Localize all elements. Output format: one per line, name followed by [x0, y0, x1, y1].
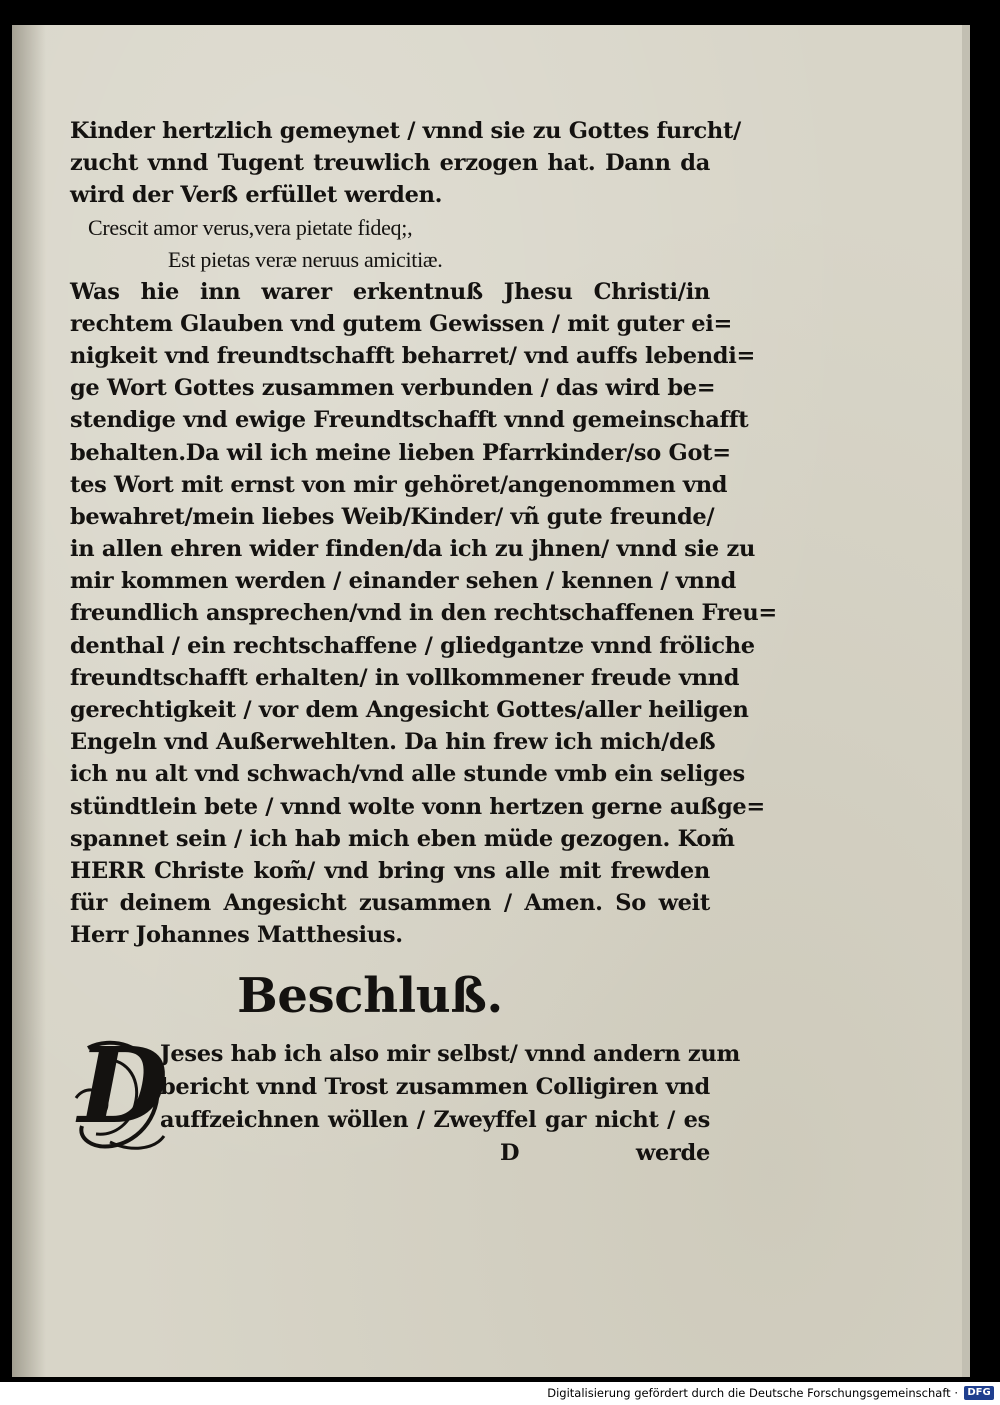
text-line: mir kommen werden / einander sehen / kennen / vnnd: [70, 568, 737, 595]
text-line: ich nu alt vnd schwach/vnd alle stunde vmb ein seliges: [70, 761, 745, 788]
latin-verse-line: Crescit amor verus,vera pietate fideq;,: [88, 214, 413, 240]
text-line: rechtem Glauben vnd gutem Gewissen / mit guter ei=: [70, 310, 733, 337]
text-line: stündtlein bete / vnnd wolte vonn hertzen gerne außge=: [70, 793, 765, 820]
text-line: zucht vnnd Tugent treuwlich erzogen hat. Dann da: [70, 150, 710, 177]
digitization-footer: [0, 1382, 1000, 1405]
text-line: Was hie inn warer erkentnuß Jhesu Christi/in: [70, 278, 710, 305]
text-line: Jeses hab ich also mir selbst/ vnnd andern zum: [160, 1040, 740, 1067]
text-line: nigkeit vnd freundtschafft beharret/ vnd auffs lebendi=: [70, 342, 756, 369]
text-line: spannet sein / ich hab mich eben müde gezogen. Kom̃: [70, 825, 735, 852]
section-heading: Beschluß.: [237, 967, 503, 1024]
catchword: werde: [635, 1139, 710, 1166]
dfg-logo: DFG: [964, 1386, 994, 1400]
funding-credit: Digitalisierung gefördert durch die Deutsche Forschungsgemeinschaft ·: [547, 1386, 958, 1400]
text-line: Kinder hertzlich gemeynet / vnnd sie zu Gottes furcht/: [70, 118, 741, 144]
text-line: bewahret/mein liebes Weib/Kinder/ vñ gute freunde/: [70, 503, 715, 530]
page-text-block: [70, 115, 777, 1171]
closing-paragraph: [70, 1023, 740, 1147]
latin-verse-line: Est pietas veræ neruus amicitiæ.: [168, 246, 443, 272]
text-line: stendige vnd ewige Freundtschafft vnnd gemeinschafft: [70, 407, 749, 434]
drop-cap: D: [78, 1023, 168, 1147]
text-line: Herr Johannes Matthesius.: [70, 922, 403, 949]
text-line: in allen ehren wider finden/da ich zu jhnen/ vnnd sie zu: [70, 536, 756, 563]
text-line: denthal / ein rechtschaffene / gliedgantze vnnd fröliche: [70, 632, 755, 659]
text-line: gerechtigkeit / vor dem Angesicht Gottes/aller heiligen: [70, 697, 749, 723]
text-line: bericht vnnd Trost zusammen Colligiren vnd: [160, 1073, 710, 1100]
text-line: Engeln vnd Außerwehlten. Da hin frew ich mich/deß: [70, 729, 716, 756]
signature-mark: D: [500, 1139, 520, 1166]
text-line: wird der Verß erfüllet werden.: [70, 182, 443, 209]
text-line: behalten.Da wil ich meine lieben Pfarrkinder/so Got=: [70, 439, 731, 466]
text-line: HERR Christe kom̃/ vnd bring vns alle mit frewden: [70, 857, 710, 884]
scanned-page: [12, 25, 970, 1377]
text-line: freundlich ansprechen/vnd in den rechtschaffenen Freu=: [70, 600, 777, 627]
text-line: ge Wort Gottes zusammen verbunden / das wird be=: [70, 375, 716, 402]
text-line: auffzeichnen wöllen / Zweyffel gar nicht / es: [160, 1106, 710, 1133]
spine-shadow: [12, 25, 46, 1377]
text-line: tes Wort mit ernst von mir gehöret/angenommen vnd: [70, 471, 728, 498]
text-line: für deinem Angesicht zusammen / Amen. So weit: [70, 890, 710, 917]
page-footer-marks: [70, 1137, 710, 1171]
text-line: freundtschafft erhalten/ in vollkommener freude vnnd: [70, 664, 740, 691]
